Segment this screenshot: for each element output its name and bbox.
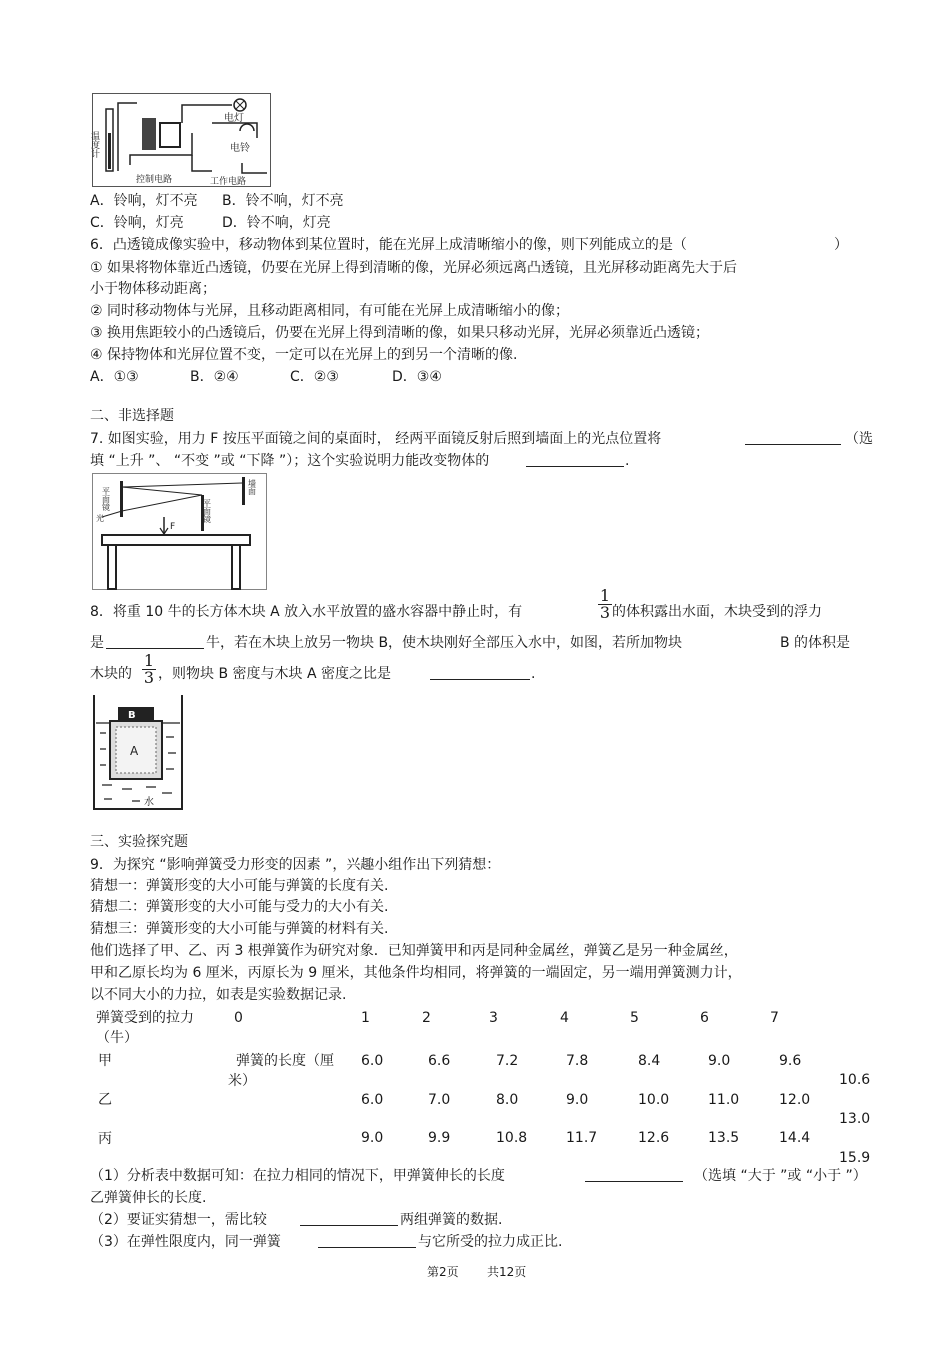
table-force-cell: 0 xyxy=(234,1010,243,1026)
table-header-label-2: （牛） xyxy=(96,1030,138,1046)
q6-stem-close: ） xyxy=(834,237,848,253)
work-circuit-label: 工作电路 xyxy=(210,177,247,187)
table-force-cell: 3 xyxy=(489,1010,498,1026)
table-cell: 12.6 xyxy=(638,1130,670,1146)
q7-blank-2[interactable] xyxy=(526,452,624,467)
table-cell: 10.8 xyxy=(496,1130,528,1146)
q6-item-1-line1: ① 如果将物体靠近凸透镜，仍要在光屏上得到清晰的像，光屏必须远离凸透镜，且光屏移动距离先大于后 xyxy=(90,260,737,276)
table-cell: 6.0 xyxy=(361,1092,384,1108)
table-force-cell: 1 xyxy=(361,1010,370,1026)
table-cell: 13.0 xyxy=(839,1111,871,1127)
q9-para-1: 他们选择了甲、乙、丙 3 根弹簧作为研究对象．已知弹簧甲和丙是同种金属丝，弹簧乙是另一种金属丝， xyxy=(90,943,738,959)
q8-line3-text: ，则物块 B 密度与木块 A 密度之比是 xyxy=(158,666,391,682)
q8-line1-tail: 的体积露出水面，木块受到的浮力 xyxy=(612,604,822,620)
q7-line1-tail: （选 xyxy=(845,431,873,447)
table-force-cell: 7 xyxy=(770,1010,779,1026)
section-2-title: 二、非选择题 xyxy=(90,408,174,424)
q5-option-c: C．铃响，灯亮 xyxy=(90,215,184,231)
table-cell: 9.9 xyxy=(428,1130,451,1146)
table-cell: 7.0 xyxy=(428,1092,451,1108)
q9-sub2-text: （2）要证实猜想一，需比较 xyxy=(90,1212,267,1228)
q6-item-3: ③ 换用焦距较小的凸透镜后，仍要在光屏上得到清晰的像，如果只移动光屏，光屏必须靠近凸透镜； xyxy=(90,325,709,341)
mirror-experiment-figure xyxy=(92,473,268,591)
block-a-label: A xyxy=(130,744,139,758)
section-3-title: 三、实验探究题 xyxy=(90,834,188,850)
table-force-cell: 6 xyxy=(700,1010,709,1026)
q8-line3-tail: . xyxy=(531,666,536,682)
table-cell: 13.5 xyxy=(708,1130,740,1146)
q6-option-b: B．②④ xyxy=(190,369,239,385)
table-header-label-1: 弹簧受到的拉力 xyxy=(96,1010,194,1026)
q9-sub1-text: （1）分析表中数据可知：在拉力相同的情况下，甲弹簧伸长的长度 xyxy=(90,1168,505,1184)
q8-fraction-2 xyxy=(142,653,156,686)
table-cell: 9.0 xyxy=(361,1130,384,1146)
circuit-figure xyxy=(89,93,272,188)
q9-sub1-tail: 乙弹簧伸长的长度. xyxy=(90,1190,207,1206)
table-cell: 9.0 xyxy=(708,1053,731,1069)
q9-guess-3: 猜想三：弹簧形变的大小可能与弹簧的材料有关. xyxy=(90,921,389,937)
table-cell: 6.6 xyxy=(428,1053,451,1069)
q9-sub3-tail: 与它所受的拉力成正比. xyxy=(418,1234,563,1250)
q8-fraction-2-numerator: 1 xyxy=(143,651,155,670)
q9-guess-1: 猜想一：弹簧形变的大小可能与弹簧的长度有关. xyxy=(90,878,389,894)
table-cell: 9.6 xyxy=(779,1053,802,1069)
q6-option-c: C．②③ xyxy=(290,369,339,385)
lamp-label: 电灯 xyxy=(224,113,244,124)
mirror-right-label: 平面镜 xyxy=(202,499,212,523)
table-cell: 7.2 xyxy=(496,1053,519,1069)
q8-fraction-1-denominator: 3 xyxy=(599,603,611,622)
table-cell: 14.4 xyxy=(779,1130,811,1146)
q9-sub2-tail: 两组弹簧的数据. xyxy=(400,1212,503,1228)
table-cell: 6.0 xyxy=(361,1053,384,1069)
q6-item-4: ④ 保持物体和光屏位置不变，一定可以在光屏上的到另一个清晰的像. xyxy=(90,347,518,363)
q9-blank-1[interactable] xyxy=(585,1167,683,1182)
q9-guess-2: 猜想二：弹簧形变的大小可能与受力的大小有关. xyxy=(90,899,389,915)
table-cell: 8.0 xyxy=(496,1092,519,1108)
q5-option-d: D．铃不响，灯亮 xyxy=(222,215,331,231)
block-b-label: B xyxy=(128,710,136,721)
table-cell: 11.7 xyxy=(566,1130,598,1146)
q8-fraction-2-denominator: 3 xyxy=(143,668,155,687)
q8-line2-tail: B 的体积是 xyxy=(780,635,851,651)
mirror-left-label: 平面镜 xyxy=(101,487,111,511)
table-row-name: 乙 xyxy=(98,1092,112,1108)
table-force-cell: 5 xyxy=(630,1010,639,1026)
table-row-name: 丙 xyxy=(98,1131,112,1147)
q7-line2-tail: . xyxy=(625,453,630,469)
table-length-label-1: 弹簧的长度（厘 xyxy=(236,1053,334,1069)
q6-item-2: ② 同时移动物体与光屏，且移动距离相同，有可能在光屏上成清晰缩小的像； xyxy=(90,303,569,319)
q8-fraction-1-numerator: 1 xyxy=(599,586,611,605)
page-number: 第2页 xyxy=(427,1265,459,1279)
q6-stem: 6．凸透镜成像实验中，移动物体到某位置时，能在光屏上成清晰缩小的像，则下列能成立的是（ xyxy=(90,237,687,253)
table-cell: 10.0 xyxy=(638,1092,670,1108)
table-cell: 8.4 xyxy=(638,1053,661,1069)
q8-blank-2[interactable] xyxy=(430,665,530,680)
table-cell: 9.0 xyxy=(566,1092,589,1108)
q6-option-a: A．①③ xyxy=(90,369,139,385)
q9-blank-2[interactable] xyxy=(300,1211,398,1226)
table-cell: 12.0 xyxy=(779,1092,811,1108)
water-container-figure xyxy=(92,693,184,811)
q9-para-3: 以不同大小的力拉，如表是实验数据记录. xyxy=(90,987,347,1003)
force-label: F xyxy=(170,522,176,532)
table-length-label-2: 米） xyxy=(228,1073,256,1089)
q8-line1-text: 8．将重 10 牛的长方体木块 A 放入水平放置的盛水容器中静止时，有 xyxy=(90,604,523,620)
table-cell: 7.8 xyxy=(566,1053,589,1069)
q5-option-a: A．铃响，灯不亮 xyxy=(90,193,198,209)
q8-line2-text: 牛，若在木块上放另一物块 B，使木块刚好全部压入水中，如图，若所加物块 xyxy=(206,635,683,651)
q9-blank-3[interactable] xyxy=(318,1233,416,1248)
light-label: 光 xyxy=(96,514,104,523)
q6-option-d: D．③④ xyxy=(392,369,442,385)
q8-fraction-1 xyxy=(598,588,612,621)
q7-line2-text: 填 “上升 ”、 “不变 ”或 “下降 ”）；这个实验说明力能改变物体的 xyxy=(90,453,490,469)
thermometer-label: 温度计 xyxy=(89,131,99,158)
control-circuit-label: 控制电路 xyxy=(136,175,173,185)
table-cell: 10.6 xyxy=(839,1072,871,1088)
q7-blank-1[interactable] xyxy=(745,430,841,445)
table-cell: 11.0 xyxy=(708,1092,740,1108)
q9-sub1-options: （选填 “大于 ”或 “小于 ”） xyxy=(694,1168,867,1184)
q8-line3-start: 木块的 xyxy=(90,666,132,682)
q9-sub3-text: （3）在弹性限度内，同一弹簧 xyxy=(90,1234,281,1250)
water-label: 水 xyxy=(144,797,154,808)
table-force-cell: 2 xyxy=(422,1010,431,1026)
q8-blank-1[interactable] xyxy=(106,634,204,649)
bell-label: 电铃 xyxy=(230,143,250,154)
wall-label: 墙面 xyxy=(247,479,257,495)
q8-line2-start: 是 xyxy=(90,635,104,651)
page-total: 共12页 xyxy=(487,1265,527,1279)
table-cell: 15.9 xyxy=(839,1150,871,1166)
q9-para-2: 甲和乙原长均为 6 厘米，丙原长为 9 厘米，其他条件均相同，将弹簧的一端固定，另一端用弹簧测力计， xyxy=(90,965,742,981)
table-force-cell: 4 xyxy=(560,1010,569,1026)
table-row-name: 甲 xyxy=(98,1053,112,1069)
q9-intro: 9．为探究 “影响弹簧受力形变的因素 ”，兴趣小组作出下列猜想： xyxy=(90,857,501,873)
q6-item-1-line2: 小于物体移动距离； xyxy=(90,281,216,297)
q5-option-b: B．铃不响，灯不亮 xyxy=(222,193,344,209)
q7-line1-text: 7. 如图实验，用力 F 按压平面镜之间的桌面时， 经两平面镜反射后照到墙面上的光点位置将 xyxy=(90,431,662,447)
